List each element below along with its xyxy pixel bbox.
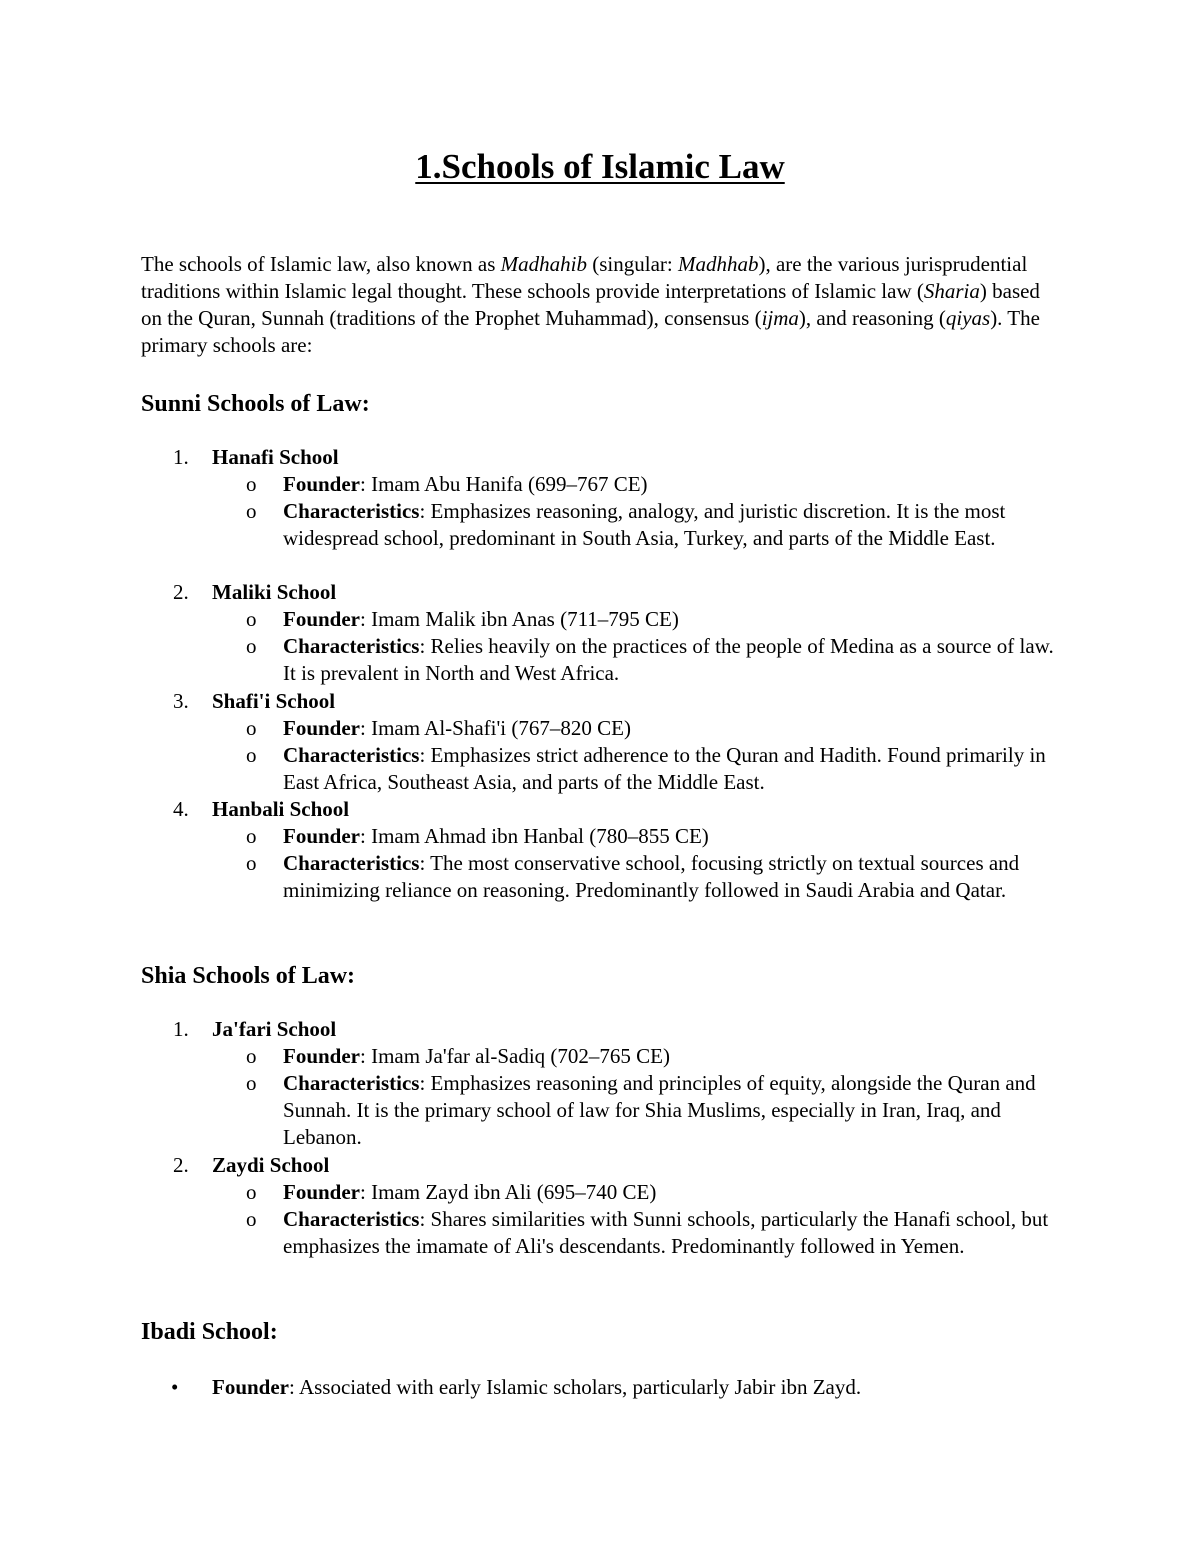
circle-bullet-icon: o xyxy=(246,1207,257,1231)
school-name: Ja'fari School xyxy=(212,1017,337,1041)
intro-text: ), are the various jurisprudential traditions within Islamic legal thought. These schools provide interpretations of Islamic law ( xyxy=(141,252,1028,303)
characteristics-label: Characteristics xyxy=(283,1071,420,1095)
characteristics-text: : Relies heavily on the practices of the people of Medina as a source of law. It is prevalent in North and West Africa. xyxy=(283,634,1054,685)
circle-bullet-icon: o xyxy=(246,1071,257,1095)
characteristics-line xyxy=(141,498,1071,552)
term-madhahib: Madhahib xyxy=(500,252,587,276)
founder-text: : Associated with early Islamic scholars, particularly Jabir ibn Zayd. xyxy=(289,1375,862,1399)
list-number: 2. xyxy=(173,1153,189,1177)
circle-bullet-icon: o xyxy=(246,499,257,523)
intro-text: ), and reasoning ( xyxy=(798,306,946,330)
intro-text: ). The primary schools are: xyxy=(141,306,1040,357)
term-qiyas: qiyas xyxy=(945,306,991,330)
characteristics-label: Characteristics xyxy=(283,1207,420,1231)
school-name: Maliki School xyxy=(212,580,337,604)
founder-text: : Imam Ja'far al-Sadiq (702–765 CE) xyxy=(360,1044,670,1068)
founder-label: Founder xyxy=(283,824,361,848)
school-item-shafii xyxy=(141,688,1071,796)
characteristics-line xyxy=(141,1206,1071,1260)
list-number: 2. xyxy=(173,580,189,604)
bullet-dot-icon: • xyxy=(171,1375,179,1399)
characteristics-text: : Shares similarities with Sunni schools, particularly the Hanafi school, but emphasizes the imamate of Ali's descendants. Predominantly followed in Yemen. xyxy=(283,1207,1049,1258)
school-name: Hanafi School xyxy=(212,445,339,469)
section-heading-shia: Shia Schools of Law: xyxy=(141,963,356,989)
intro-text: ) based on the Quran, Sunnah (traditions of the Prophet Muhammad), consensus ( xyxy=(141,279,1040,330)
circle-bullet-icon: o xyxy=(246,743,257,767)
founder-label: Founder xyxy=(283,472,361,496)
page-title: 1.Schools of Islamic Law xyxy=(415,147,785,186)
circle-bullet-icon: o xyxy=(246,1044,257,1068)
circle-bullet-icon: o xyxy=(246,851,257,875)
school-name: Shafi'i School xyxy=(212,689,336,713)
school-item-hanbali xyxy=(141,796,1071,904)
term-sharia: Sharia xyxy=(923,279,980,303)
list-number: 3. xyxy=(173,689,189,713)
section-heading-sunni: Sunni Schools of Law: xyxy=(141,391,370,417)
characteristics-text: : Emphasizes strict adherence to the Quran and Hadith. Found primarily in East Africa, Southeast Asia, and parts of the Middle East. xyxy=(283,743,1046,794)
ibadi-founder-item xyxy=(141,1374,1061,1401)
term-ijma: ijma xyxy=(761,306,799,330)
founder-line xyxy=(141,715,1071,742)
list-number: 1. xyxy=(173,445,189,469)
founder-text: : Imam Al-Shafi'i (767–820 CE) xyxy=(360,716,631,740)
intro-paragraph xyxy=(141,251,1061,359)
characteristics-text: : The most conservative school, focusing strictly on textual sources and minimizing reliance on reasoning. Predominantly followed in Saudi Arabia and Qatar. xyxy=(283,851,1020,902)
founder-label: Founder xyxy=(283,607,361,631)
characteristics-label: Characteristics xyxy=(283,743,420,767)
founder-label: Founder xyxy=(212,1375,290,1399)
founder-label: Founder xyxy=(283,1044,361,1068)
founder-line xyxy=(141,471,1071,498)
circle-bullet-icon: o xyxy=(246,472,257,496)
founder-label: Founder xyxy=(283,716,361,740)
school-name: Zaydi School xyxy=(212,1153,330,1177)
founder-line xyxy=(141,1179,1071,1206)
characteristics-label: Characteristics xyxy=(283,499,420,523)
founder-text: : Imam Zayd ibn Ali (695–740 CE) xyxy=(360,1180,657,1204)
characteristics-line xyxy=(141,742,1071,796)
founder-line xyxy=(141,606,1071,633)
circle-bullet-icon: o xyxy=(246,824,257,848)
school-item-maliki xyxy=(141,579,1071,687)
founder-label: Founder xyxy=(283,1180,361,1204)
intro-text: (singular: xyxy=(586,252,678,276)
founder-line xyxy=(141,823,1071,850)
characteristics-text: : Emphasizes reasoning, analogy, and juristic discretion. It is the most widespread school, predominant in South Asia, Turkey, and parts of the Middle East. xyxy=(283,499,1006,550)
section-heading-ibadi: Ibadi School: xyxy=(141,1319,278,1345)
founder-text: : Imam Malik ibn Anas (711–795 CE) xyxy=(360,607,679,631)
characteristics-label: Characteristics xyxy=(283,851,420,875)
characteristics-line xyxy=(141,633,1071,687)
circle-bullet-icon: o xyxy=(246,607,257,631)
founder-line xyxy=(212,1374,1061,1401)
intro-text: The schools of Islamic law, also known as xyxy=(141,252,501,276)
founder-line xyxy=(141,1043,1071,1070)
characteristics-line xyxy=(141,850,1071,904)
school-item-jafari xyxy=(141,1016,1071,1151)
list-number: 4. xyxy=(173,797,189,821)
school-item-zaydi xyxy=(141,1152,1071,1260)
founder-text: : Imam Abu Hanifa (699–767 CE) xyxy=(360,472,648,496)
circle-bullet-icon: o xyxy=(246,1180,257,1204)
school-item-hanafi xyxy=(141,444,1071,552)
founder-text: : Imam Ahmad ibn Hanbal (780–855 CE) xyxy=(360,824,709,848)
list-number: 1. xyxy=(173,1017,189,1041)
term-madhhab: Madhhab xyxy=(677,252,759,276)
circle-bullet-icon: o xyxy=(246,634,257,658)
characteristics-text: : Emphasizes reasoning and principles of equity, alongside the Quran and Sunnah. It is the primary school of law for Shia Muslims, especially in Iran, Iraq, and Lebanon. xyxy=(283,1071,1036,1149)
school-name: Hanbali School xyxy=(212,797,350,821)
characteristics-line xyxy=(141,1070,1071,1151)
circle-bullet-icon: o xyxy=(246,716,257,740)
characteristics-label: Characteristics xyxy=(283,634,420,658)
